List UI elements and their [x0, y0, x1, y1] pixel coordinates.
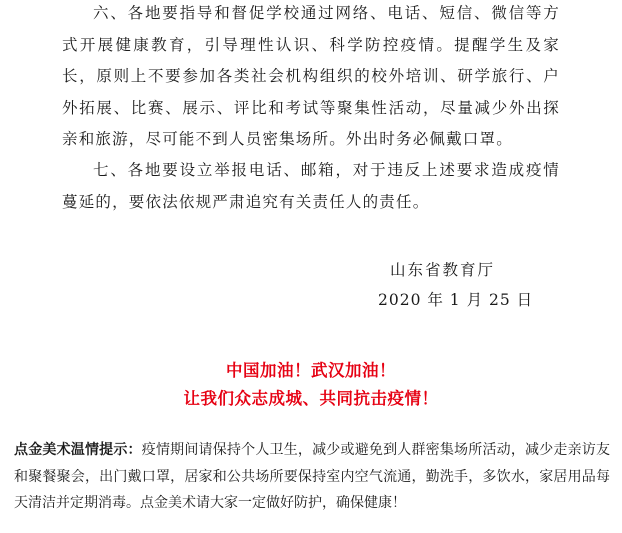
- warm-tip-paragraph: [14, 437, 610, 517]
- notice-paragraph-6: 六、各地要指导和督促学校通过网络、电话、短信、微信等方式开展健康教育，引导理性认识、科学防控疫情。提醒学生及家长，原则上不要参加各类社会机构组织的校外培训、研学旅行、户外拓展、比赛、展示、评比和考试等聚集性活动，尽量减少外出探亲和旅游，尽可能不到人员密集场所。外出时务必佩戴口罩。: [62, 4, 560, 148]
- signature-organization: 山东省教育厅: [390, 261, 496, 279]
- notice-paragraph-7: 七、各地要设立举报电话、邮箱，对于违反上述要求造成疫情蔓延的，要依法依规严肃追究有关责任人的责任。: [62, 161, 560, 211]
- signature-date: 2020 年 1 月 25 日: [378, 291, 534, 309]
- warm-tip-label: 点金美术温情提示：: [14, 442, 142, 458]
- slogan-line-2: 让我们众志成城、共同抗击疫情！: [183, 389, 439, 408]
- warm-tip-text: 疫情期间请保持个人卫生，减少或避免到人群密集场所活动，减少走亲访友和聚餐聚会，出门戴口罩，居家和公共场所要保持室内空气流通，勤洗手，多饮水，家居用品每天清洁并定期消毒。点金美术请大家一定做好防护，确保健康！: [14, 442, 611, 511]
- slogan-line-1: 中国加油！武汉加油！: [226, 361, 396, 380]
